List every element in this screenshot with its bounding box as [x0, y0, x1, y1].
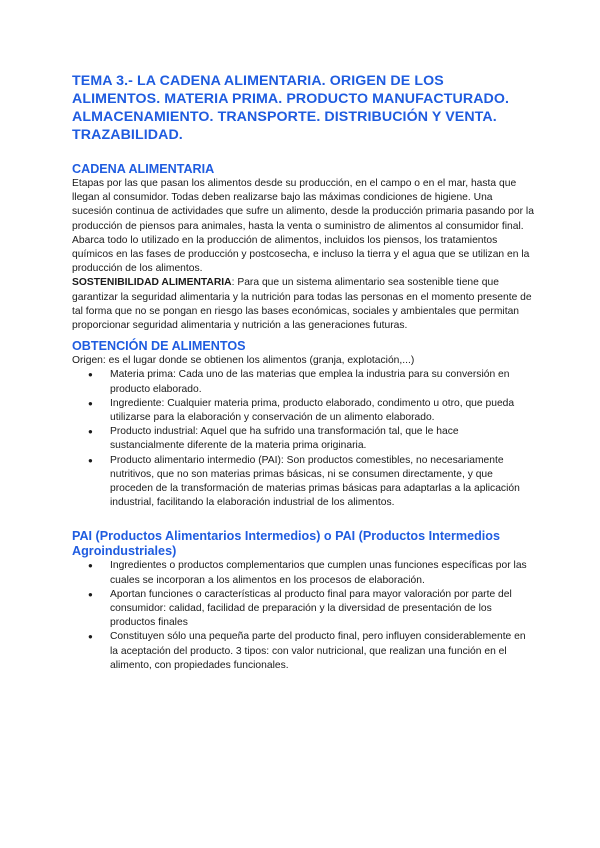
list-item: ● Materia prima: Cada uno de las materias que emplea la industria para su conversión en producto elaborado.: [72, 368, 534, 396]
heading-cadena-alimentaria: CADENA ALIMENTARIA: [72, 162, 215, 176]
list-item: ● Ingredientes o productos complementarios que cumplen unas funciones específicas por las cuales se incorporan a los alimentos en los procesos de elaboración.: [72, 559, 534, 587]
heading-pai: PAI (Productos Alimentarios Intermedios) o PAI (Productos Intermedios Agroindustriales): [72, 529, 501, 559]
document-page: [72, 72, 534, 673]
obtencion-list: [72, 368, 534, 510]
section-obtencion: [72, 339, 534, 510]
document-title: TEMA 3.- LA CADENA ALIMENTARIA. ORIGEN DE LOS ALIMENTOS. MATERIA PRIMA. PRODUCTO MANUFACTURADO. ALMACENAMIENTO. TRANSPORTE. DISTRIBUCIÓN Y VENTA. TRAZABILIDAD.: [72, 73, 510, 143]
list-item: ● Constituyen sólo una pequeña parte del producto final, pero influyen considerablemente en la aceptación del producto. 3 tipos: con valor nutricional, que realizan una función en el alimento, con propiedades funcionales.: [72, 630, 534, 673]
heading-obtencion-alimentos: OBTENCIÓN DE ALIMENTOS: [72, 339, 246, 354]
list-item: ● Producto industrial: Aquel que ha sufrido una transformación tal, que le hace sustancialmente diferente de la materia prima originaria.: [72, 425, 534, 453]
sostenibilidad-label: SOSTENIBILIDAD ALIMENTARIA: [72, 277, 232, 289]
pai-list: [72, 559, 534, 673]
paragraph-origen: Origen: es el lugar donde se obtienen los alimentos (granja, explotación,...): [72, 355, 415, 367]
list-item: ● Aportan funciones o características al producto final para mayor valoración por parte del consumidor: calidad, facilidad de preparación y la diversidad de presentación de los productos finales: [72, 588, 534, 631]
list-item: ● Ingrediente: Cualquier materia prima, producto elaborado, condimento u otro, que pueda utilizarse para la elaboración y conservación de un alimento elaborado.: [72, 397, 534, 425]
section-pai: [72, 529, 534, 673]
paragraph-sostenibilidad: [72, 276, 534, 333]
section-cadena: [72, 162, 534, 333]
list-item: ● Producto alimentario intermedio (PAI): Son productos comestibles, no necesariamente nutritivos, que no son materias primas básicas, ni se consumen directamente, y que proceden de la transformación de materias primas básicas para adaptarlas a la aplicación industrial, facilitando la elaboración industrial de los alimentos.: [72, 454, 534, 511]
paragraph-cadena: Etapas por las que pasan los alimentos desde su producción, en el campo o en el mar, hasta que llegan al consumidor. Todas deben realizarse bajo las máximas condiciones de higiene. Una sucesión continua de actividades que sufre un alimento, desde la producción primaria pasando por la producción de piensos para animales, hasta la venta o suministro de alimentos al consumidor final. Abarca todo lo utilizado en la producción de alimentos, incluidos los piensos, los tratamientos químicos en las fases de producción y postcosecha, e incluso la tierra y el agua que se utilizan en la producción de los alimentos.: [72, 178, 534, 275]
sostenibilidad-text: : Para que un sistema alimentario sea sostenible tiene que garantizar la seguridad alimentaria y la nutrición para todas las personas en el momento presente de tal forma que no se pongan en riesgo las bases económicas, sociales y ambientales que permitan proporcionar seguridad alimentaria y nutrición a las generaciones futuras.: [72, 277, 532, 332]
